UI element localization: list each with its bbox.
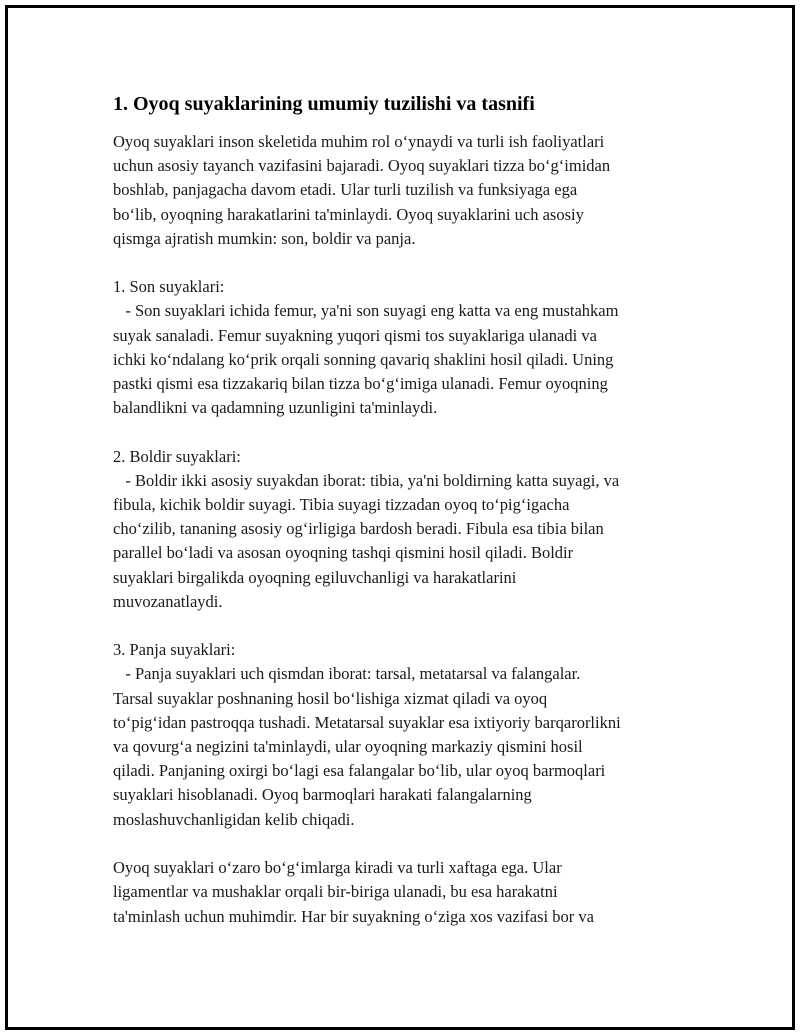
document-content [113,88,693,929]
section-heading: 1. Oyoq suyaklarining umumiy tuzilishi va tasnifi [113,93,535,115]
body-text: Oyoq suyaklari inson skeletida muhim rol o‘ynaydi va turli ish faoliyatlari uchun asosiy tayanch vazifasini bajaradi. Oyoq suyaklari tizza bo‘g‘imidan boshlab, panjagacha davom etadi. Ular turli tuzilish va funksiyaga ega bo‘lib, oyoqning harakatlarini ta'minlaydi. Oyoq suyaklarini uch asosiy qismga ajratish mumkin: son, boldir va panja. 1. Son suyaklari: - Son suyaklari ichida femur, ya'ni son suyagi eng katta va eng mustahkam suyak sanaladi. Femur suyakning yuqori qismi tos suyaklariga ulanadi va ichki ko‘ndalang ko‘prik orqali sonning qavariq shaklini hosil qiladi. Uning pastki qismi esa tizzakariq bilan tizza bo‘g‘imiga ulanadi. Femur oyoqning balandlikni va qadamning uzunligini ta'minlaydi. 2. Boldir suyaklari: - Boldir ikki asosiy suyakdan iborat: tibia, ya'ni boldirning katta suyagi, va fibula, kichik boldir suyagi. Tibia suyagi tizzadan oyoq to‘pig‘igacha cho‘zilib, tananing asosiy og‘irligiga bardosh beradi. Fibula esa tibia bilan parallel bo‘ladi va asosan oyoqning tashqi qismini hosil qiladi. Boldir suyaklari birgalikda oyoqning egiluvchanligi va harakatlarini muvozanatlaydi. 3. Panja suyaklari: - Panja suyaklari uch qismdan iborat: tarsal, metatarsal va falangalar. Tarsal suyaklar poshnaning hosil bo‘lishiga xizmat qiladi va oyoq to‘pig‘idan pastroqqa tushadi. Metatarsal suyaklar esa ixtiyoriy barqarorlikni va qovurg‘a negizini ta'minlaydi, ular oyoqning markaziy qismini hosil qiladi. Panjaning oxirgi bo‘lagi esa falangalar bo‘lib, ular oyoq barmoqlari suyaklari hisoblanadi. Oyoq barmoqlari harakati falangalarning moslashuvchanligidan kelib chiqadi. Oyoq suyaklari o‘zaro bo‘g‘imlarga kiradi va turli xaftaga ega. Ular ligamentlar va mushaklar orqali bir-biriga ulanadi, bu esa harakatni ta'minlash uchun muhimdir. Har bir suyakning o‘ziga xos vazifasi bor va [113,132,621,926]
